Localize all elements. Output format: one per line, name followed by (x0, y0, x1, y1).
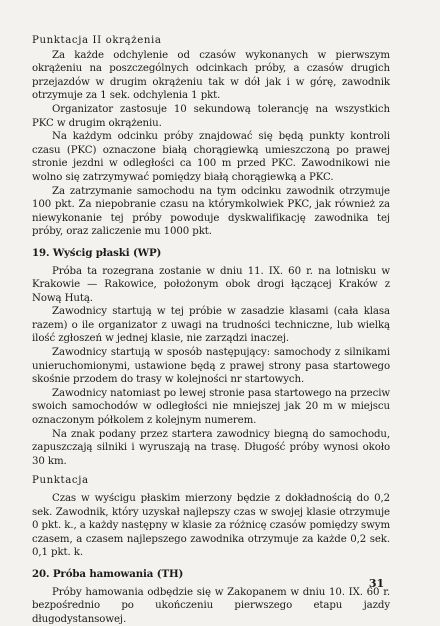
paragraph: Próby hamowania odbędzie się w Zakopanem w dniu 10. IX. 60 r. bezpośrednio po ukończeniu pierwszego etapu jazdy długodystansowej. (32, 586, 390, 625)
section-heading-20: 20. Próba hamowania (TH) (32, 567, 184, 580)
section-heading-19: 19. Wyścig płaski (WP) (32, 246, 162, 259)
paragraph: Organizator zastosuje 10 sekundową tolerancję na wszystkich PKC w drugim okrążeniu. (32, 103, 390, 129)
paragraph: Na każdym odcinku próby znajdować się będą punkty kontroli czasu (PKC) oznaczone białą chorągiewką umieszczoną po prawej stronie jezdni w odległości ca 100 m przed PKC. Zawodnikowi nie wolno się zatrzymywać pomiędzy białą chorągiewką a PKC. (32, 131, 390, 183)
subheading-punktacja-ii: Punktacja II okrążenia (32, 35, 162, 46)
paragraph: Próba ta rozegrana zostanie w dniu 11. IX. 60 r. na lotnisku w Krakowie — Rakowice, położonym obok drogi łączącej Kraków z Nową Hutą. (32, 265, 390, 304)
subheading-punktacja: Punktacja (32, 475, 89, 487)
page-number: 31 (368, 577, 384, 591)
paragraph: Za każde odchylenie od czasów wykonanych w pierwszym okrążeniu na poszczególnych odcinkach próby, a czasów drugich przejazdów w drugim okrążeniu tak w dół jak i w górę, zawodnik otrzymuje za 1 sek. odchylenia 1 pkt. (32, 49, 390, 102)
paragraph: Zawodnicy natomiast po lewej stronie pasa startowego na przeciw swoich samochodów w odległości nie mniejszej jak 20 m w miejscu oznaczonym półkolem z kolejnym numerem. (32, 387, 390, 427)
paragraph-scoring: Czas w wyścigu płaskim mierzony będzie z dokładnością do 0,2 sek. Zawodnik, który uzyskał najlepszy czas w swojej klasie otrzymuje 0 pkt. k., a każdy następny w klasie za różnicę czasów pomiędzy swym czasem, a czasem najlepszego zawodnika otrzymuje za każde 0,2 sek. 0,1 pkt. k. (32, 493, 390, 559)
paragraph: Zawodnicy startują w sposób następujący: samochody z silnikami unieruchomionymi, ustawione będą z prawej strony pasa startowego skośnie przodem do trasy w kolejności nr startowych. (32, 347, 390, 386)
paragraph: Na znak podany przez startera zawodnicy biegną do samochodu, zapuszczają silniki i wyruszają na trasę. Długość próby wynosi około 30 km. (32, 428, 390, 467)
paragraph: Zawodnicy startują w tej próbie w zasadzie klasami (cała klasa razem) o ile organizator z uwagi na trudności techniczne, lub wielką ilość zgłoszeń w jednej klasie, nie zarządzi inaczej. (32, 306, 390, 345)
paragraph: Za zatrzymanie samochodu na tym odcinku zawodnik otrzymuje 100 pkt. Za niepobranie czasu na którymkolwiek PKC, jak również za niewykonanie tej próby powoduje dyskwalifikację zawodnika tej próby, oraz zaliczenie mu 1000 pkt. (32, 185, 390, 238)
